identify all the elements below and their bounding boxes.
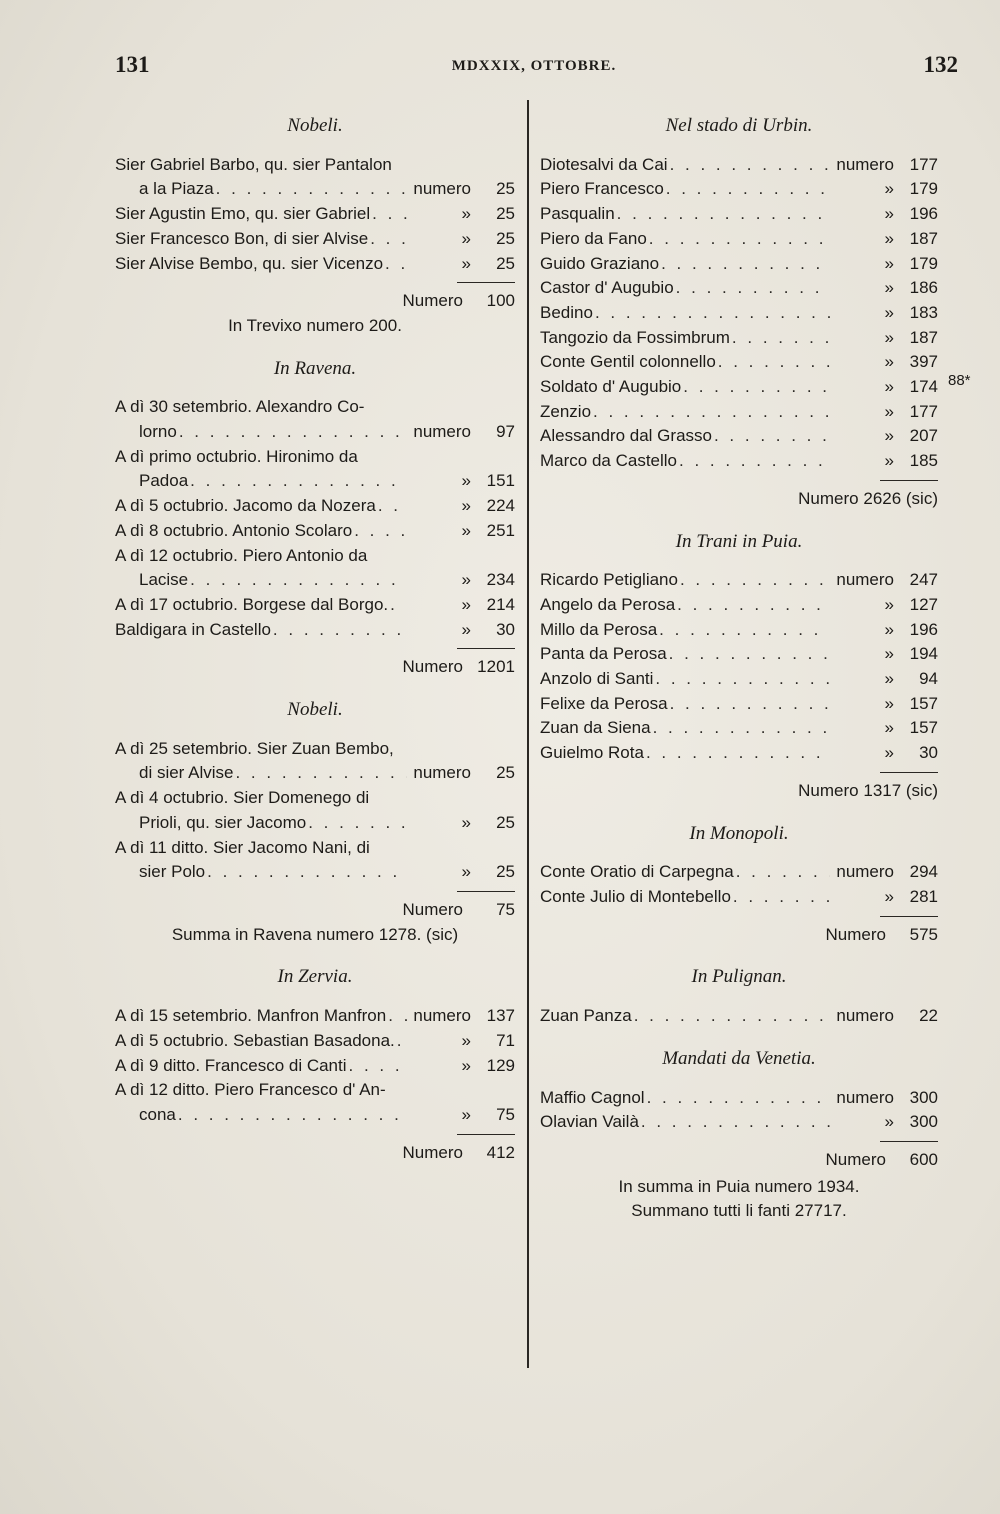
leader-dots [647,227,830,252]
entry-unit: » [884,401,894,421]
entry-row [115,469,515,494]
entry-unit: » [884,327,894,347]
entry-unit: » [461,570,471,590]
total-rule [880,916,938,917]
entry-name: Tangozio da Fossimbrum [540,327,730,347]
leader-dots [271,618,407,643]
entry-name: Anzolo di Santi [540,669,654,689]
entry-value: 94 [919,669,938,689]
entry-name: Guielmo Rota [540,743,644,763]
leader-dots [730,326,830,351]
entry-name: Pasqualin [540,204,615,224]
leader-dots [667,642,830,667]
entry-row [115,519,515,544]
entry-name: lorno [139,422,177,442]
entry-value: 397 [909,352,938,372]
entry-row [540,400,938,425]
entry-value: 25 [496,228,515,248]
page-header [110,52,958,88]
entry-row [115,252,515,277]
entry-value: 25 [496,204,515,224]
entry-value: 157 [909,693,938,713]
entry-value: 194 [909,644,938,664]
total-value: 1201 [477,657,515,677]
entry-name: Angelo da Perosa [540,594,676,614]
section-heading: In Zervia. [277,966,353,988]
entry-unit: » [461,520,471,540]
section-heading: Mandati da Venetia. [662,1047,816,1069]
entry-name: sier Polo [139,862,206,882]
entry-unit: » [461,594,471,614]
entry-list [540,860,938,909]
entry-unit: » [884,179,894,199]
entry-row [540,568,938,593]
entry-name: Felixe da Perosa [540,693,668,713]
total-line [115,898,515,923]
entry-unit: » [461,619,471,639]
entry-name: Alessandro dal Grasso [540,426,712,446]
entry-row [540,667,938,692]
entry-name: A dì 9 ditto. Francesco di Canti [115,1055,347,1075]
total-rule [457,1134,515,1135]
entry-unit: » [884,693,894,713]
left-column [115,108,515,1165]
entry-value: 127 [909,594,938,614]
section-heading: Nobeli. [287,115,343,136]
entry-value: 97 [496,422,515,442]
entry-line: A dì primo octubrio. Hironimo da [115,446,358,466]
entry-name: Guido Graziano [540,253,660,273]
entry-row [115,568,515,593]
total-label: Numero [825,1149,886,1169]
leader-dots [653,667,830,692]
entry-unit: » [461,204,471,224]
total-label: Numero [402,291,463,311]
entry-value: 183 [909,302,938,322]
entry-name: Soldato d' Augubio [540,377,682,397]
entry-value: 234 [486,570,515,590]
entry-unit: » [461,228,471,248]
leader-dots [188,469,407,494]
entry-line: A dì 30 setembrio. Alexandro Co- [115,397,365,417]
entry-row [115,1103,515,1128]
leader-dots [632,1004,830,1029]
entry-name: Baldigara in Castello [115,619,271,639]
leader-dots [214,177,407,202]
entry-value: 25 [496,862,515,882]
entry-name: Ricardo Petigliano [540,570,678,590]
entry-unit: » [884,644,894,664]
entry-value: 137 [486,1006,515,1026]
entry-row [540,1086,938,1111]
entry-unit: » [884,743,894,763]
entry-row [115,811,515,836]
summary-line: In summa in Puia numero 1934. [618,1176,860,1196]
entry-row [115,1004,515,1029]
entry-row [540,326,938,351]
right-column [540,108,938,1224]
leader-dots [591,400,830,425]
entry-list [540,153,938,474]
entry-value: 177 [909,154,938,174]
leader-dots [347,1054,407,1079]
entry-unit: numero [836,1087,894,1107]
leader-dots [395,1029,407,1054]
total-value: 100 [486,291,515,311]
entry-line: A dì 12 octubrio. Piero Antonio da [115,545,368,565]
entry-value: 71 [496,1030,515,1050]
leader-dots [376,494,407,519]
entry-value: 25 [496,763,515,783]
total-line [540,487,938,512]
entry-name: Padoa [139,471,189,491]
entry-name: cona [139,1104,176,1124]
total-line [115,655,515,680]
entry-name: Zenzio [540,401,592,421]
entry-value: 129 [486,1055,515,1075]
entry-value: 251 [486,520,515,540]
entry-name: A dì 8 octubrio. Antonio Scolaro [115,520,353,540]
entry-row [540,885,938,910]
leader-dots [731,885,830,910]
entry-unit: » [461,812,471,832]
total-line [540,779,938,804]
entry-unit: » [884,669,894,689]
entry-name: Panta da Perosa [540,644,667,664]
entry-value: 151 [486,471,515,491]
entry-name: Sier Agustin Emo, qu. sier Gabriel [115,204,371,224]
entry-name: A dì 5 octubrio. Jacomo da Nozera [115,496,376,516]
entry-value: 25 [496,812,515,832]
summary-line: Summa in Ravena numero 1278. (sic) [171,924,459,944]
entry-row [540,692,938,717]
total-label: Numero [798,780,859,800]
entry-row [540,860,938,885]
entry-row [540,177,938,202]
entry-name: A dì 5 octubrio. Sebastian Basadona. [115,1030,395,1050]
entry-line: A dì 4 octubrio. Sier Domenego di [115,788,370,808]
entry-unit: » [884,426,894,446]
entry-name: Zuan Panza [540,1006,632,1026]
entry-unit: » [461,1055,471,1075]
total-label: Numero [825,924,886,944]
entry-row [115,494,515,519]
entry-row [115,227,515,252]
total-label: Numero [402,899,463,919]
total-rule [457,648,515,649]
total-line [115,289,515,314]
entry-unit: » [461,496,471,516]
entry-row [540,202,938,227]
entry-row [115,420,515,445]
leader-dots [659,252,830,277]
entry-row [115,618,515,643]
entry-value: 196 [909,204,938,224]
entry-name: A dì 17 octubrio. Borgese dal Borgo. [115,594,389,614]
entry-line: A dì 25 setembrio. Sier Zuan Bembo, [115,738,394,758]
section-heading: In Trani in Puia. [675,530,803,552]
entry-unit: » [884,594,894,614]
leader-dots [712,424,830,449]
entry-unit: » [884,377,894,397]
entry-name: Conte Gentil colonnello [540,352,716,372]
section-heading: In Monopoli. [689,822,789,844]
entry-unit: » [461,471,471,491]
entry-unit: » [884,253,894,273]
total-rule [457,891,515,892]
leader-dots [306,811,407,836]
entry-name: Marco da Castello [540,451,678,471]
leader-dots [233,761,407,786]
entry-name: Conte Julio di Montebello [540,886,731,906]
entry-name: Piero da Fano [540,228,647,248]
leader-dots [176,1103,407,1128]
entry-row [540,618,938,643]
total-rule [457,282,515,283]
total-rule [880,1141,938,1142]
entry-unit: numero [836,570,894,590]
entry-value: 300 [909,1112,938,1132]
leader-dots [593,301,830,326]
total-value: 575 [909,924,938,944]
entry-unit: numero [413,179,471,199]
total-line [540,1148,938,1173]
leader-dots [664,177,830,202]
total-line [540,923,938,948]
entry-name: A dì 15 setembrio. Manfron Manfron [115,1006,387,1026]
entry-value: 294 [909,862,938,882]
leader-dots [188,568,407,593]
summary-line: In Trevixo numero 200. [228,315,402,335]
entry-name: Zuan da Siena [540,718,651,738]
leader-dots [734,860,830,885]
entry-unit: » [884,352,894,372]
leader-dots [388,593,407,618]
leader-dots [177,420,407,445]
entry-unit: numero [413,1006,471,1026]
entry-name: Maffio Cagnol [540,1087,645,1107]
entry-value: 187 [909,327,938,347]
entry-unit: » [884,451,894,471]
total-value: 2626 (sic) [863,488,938,508]
total-value: 75 [496,899,515,919]
leader-dots [615,202,830,227]
total-value: 600 [909,1149,938,1169]
entry-value: 247 [909,570,938,590]
entry-value: 196 [909,619,938,639]
entry-row [540,301,938,326]
entry-unit: numero [836,1006,894,1026]
leader-dots [639,1110,830,1135]
entry-row [115,593,515,618]
entry-line: A dì 12 ditto. Piero Francesco d' An- [115,1080,386,1100]
entry-row [540,1110,938,1135]
entry-unit: » [884,228,894,248]
total-label: Numero [402,1142,463,1162]
section-heading: In Pulignan. [691,966,787,988]
leader-dots [668,692,830,717]
section-heading: In Ravena. [273,357,357,379]
entry-value: 30 [496,619,515,639]
entry-row [115,202,515,227]
entry-value: 179 [909,179,938,199]
entry-list [540,1086,938,1135]
entry-unit: numero [836,154,894,174]
entry-row [540,350,938,375]
entry-unit: » [884,1112,894,1132]
entry-value: 281 [909,886,938,906]
entry-value: 25 [496,179,515,199]
entry-name: Conte Oratio di Carpegna [540,862,734,882]
entry-unit: » [884,886,894,906]
entry-value: 214 [486,594,515,614]
entry-row [540,153,938,178]
leader-dots [352,519,407,544]
entry-value: 186 [909,278,938,298]
entry-value: 25 [496,253,515,273]
entry-name: Castor d' Augubio [540,278,674,298]
leader-dots [657,618,830,643]
leader-dots [205,860,407,885]
entry-unit: numero [836,862,894,882]
entry-row [115,860,515,885]
leader-dots [678,568,830,593]
entry-row [115,177,515,202]
entry-name: di sier Alvise [139,763,234,783]
leader-dots [651,716,830,741]
total-value: 1317 (sic) [863,780,938,800]
entry-row [115,1029,515,1054]
entry-value: 157 [909,718,938,738]
leader-dots [368,227,407,252]
entry-value: 300 [909,1087,938,1107]
entry-value: 185 [909,451,938,471]
total-rule [880,480,938,481]
entry-unit: numero [413,422,471,442]
entry-row [115,1054,515,1079]
leader-dots [383,252,407,277]
running-title: MDXXIX, OTTOBRE. [451,58,617,74]
entry-row [540,642,938,667]
entry-row [540,449,938,474]
total-line [115,1141,515,1166]
entry-list [540,1004,938,1029]
leader-dots [645,1086,830,1111]
entry-name: Lacise [139,570,189,590]
entry-value: 179 [909,253,938,273]
entry-unit: » [884,619,894,639]
summary-line: Summano tutti li fanti 27717. [631,1201,847,1221]
leader-dots [674,276,830,301]
entry-row [115,761,515,786]
page-number-left: 131 [115,52,150,77]
leader-dots [644,741,830,766]
entry-value: 174 [909,377,938,397]
entry-name: Millo da Perosa [540,619,658,639]
entry-row [540,375,938,400]
margin-note: 88* [948,372,971,389]
entry-row [540,716,938,741]
entry-value: 30 [919,743,938,763]
page-number-right: 132 [923,52,958,77]
entry-list [540,568,938,766]
leader-dots [386,1004,407,1029]
total-label: Numero [402,657,463,677]
entry-name: Olavian Vailà [540,1112,639,1132]
entry-unit: numero [413,763,471,783]
entry-unit: » [461,1030,471,1050]
leader-dots [677,449,830,474]
section-heading: Nobeli. [287,699,343,721]
column-divider [527,100,529,1368]
entry-row [540,741,938,766]
entry-value: 224 [486,496,515,516]
leader-dots [370,202,407,227]
entry-row [540,1004,938,1029]
entry-unit: » [884,278,894,298]
entry-value: 177 [909,401,938,421]
total-rule [880,772,938,773]
entry-name: Diotesalvi da Cai [540,154,668,174]
leader-dots [681,375,830,400]
leader-dots [716,350,830,375]
entry-unit: » [461,253,471,273]
section-heading: Nel stado di Urbin. [665,115,813,136]
total-value: 412 [486,1142,515,1162]
entry-row [540,252,938,277]
entry-row [540,276,938,301]
entry-unit: » [884,204,894,224]
entry-name: Sier Alvise Bembo, qu. sier Vicenzo [115,253,384,273]
leader-dots [668,153,830,178]
entry-name: a la Piaza [139,179,214,199]
entry-value: 187 [909,228,938,248]
entry-value: 22 [919,1006,938,1026]
leader-dots [675,593,830,618]
entry-name: Sier Francesco Bon, di sier Alvise [115,228,369,248]
entry-name: Bedino [540,302,593,322]
entry-unit: » [461,1104,471,1124]
entry-unit: » [884,302,894,322]
entry-line: A dì 11 ditto. Sier Jacomo Nani, di [115,837,370,857]
total-label: Numero [798,488,859,508]
entry-row [540,227,938,252]
entry-row [540,593,938,618]
entry-value: 207 [909,426,938,446]
entry-name: Prioli, qu. sier Jacomo [139,812,307,832]
entry-row [540,424,938,449]
entry-value: 75 [496,1104,515,1124]
entry-line: Sier Gabriel Barbo, qu. sier Pantalon [115,154,392,174]
entry-unit: » [461,862,471,882]
entry-unit: » [884,718,894,738]
entry-name: Piero Francesco [540,179,664,199]
